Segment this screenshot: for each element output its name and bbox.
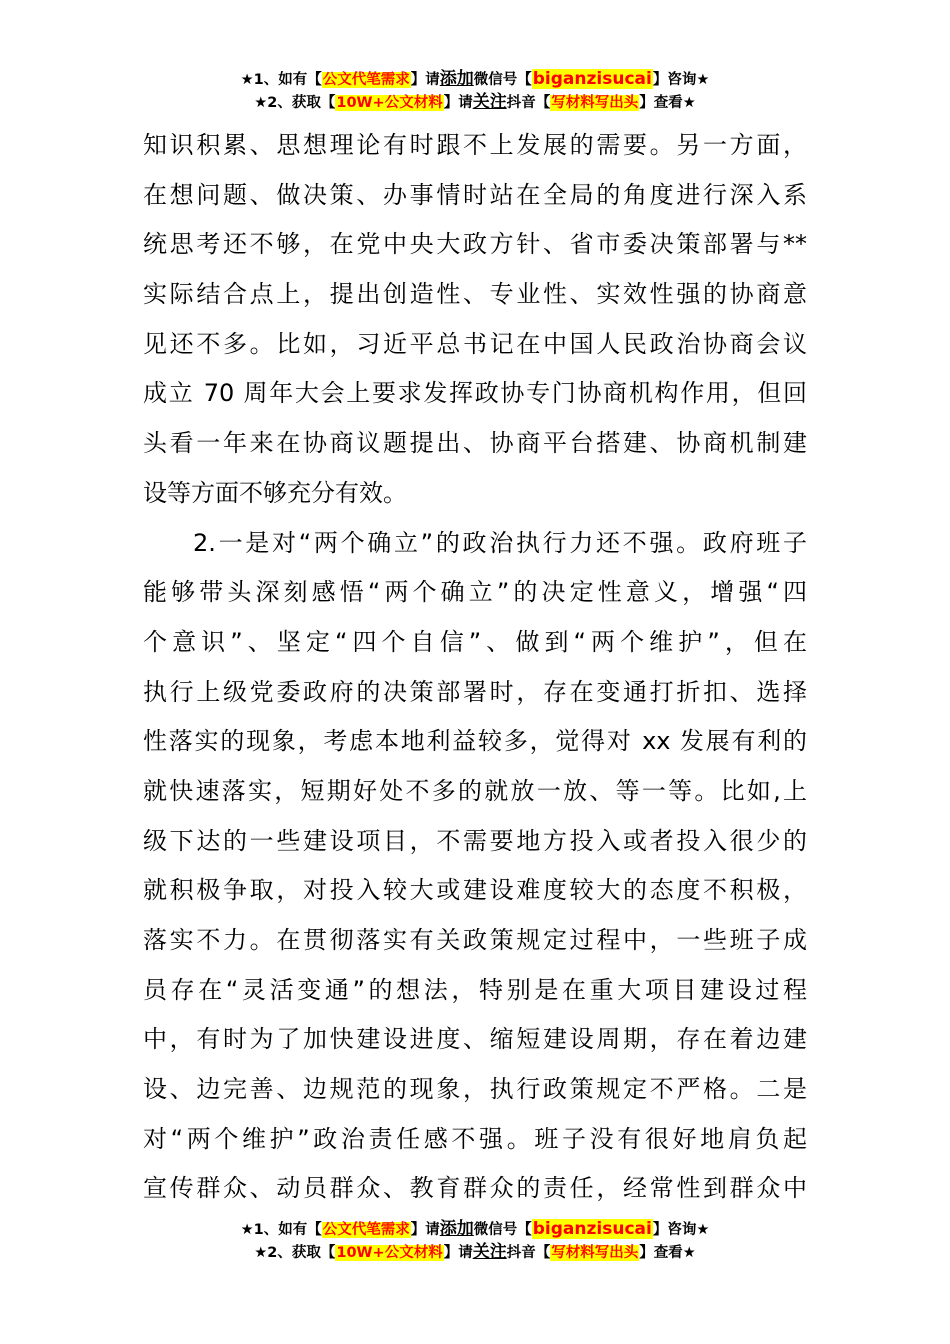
banner-line-2-underlined: 关注	[472, 92, 507, 112]
text-line: 在想问题、做决策、办事情时站在全局的角度进行深入系	[143, 180, 807, 209]
banner-line-1-mid-1: 】请	[410, 72, 440, 88]
text-line: 宣传群众、动员群众、教育群众的责任，经常性到群众中	[143, 1174, 807, 1203]
text-line: 对“两个维护”政治责任感不强。班子没有很好地肩负起	[143, 1124, 807, 1153]
banner-line-2-underlined: 关注	[472, 1242, 507, 1262]
text-line: 头看一年来在协商议题提出、协商平台搭建、协商机制建	[143, 429, 807, 458]
text-line: 实际结合点上，提出创造性、专业性、实效性强的协商意	[143, 280, 807, 309]
banner-line-2-highlight-1: 10W+公文材料	[336, 95, 443, 111]
text-line: 落实不力。在贯彻落实有关政策规定过程中，一些班子成	[143, 926, 807, 954]
banner-line-1-prefix: ★1、如有【	[240, 1222, 322, 1238]
banner-line-1-highlight-2: biganzisucai	[532, 69, 652, 89]
banner-line-2-highlight-2: 写材料写出头	[551, 1245, 639, 1261]
banner-line-1-highlight-1: 公文代笔需求	[322, 72, 410, 88]
banner-line-1-highlight-1: 公文代笔需求	[322, 1222, 410, 1238]
text-line: 就积极争取，对投入较大或建设难度较大的态度不积极，	[143, 876, 807, 905]
banner-line-2-highlight-1: 10W+公文材料	[336, 1245, 443, 1261]
banner-line-1-underlined: 添加	[439, 1219, 474, 1239]
banner-line-1-mid-2: 微信号【	[473, 1222, 532, 1238]
text-line: 级下达的一些建设项目，不需要地方投入或者投入很少的	[143, 826, 807, 855]
banner-line-2-mid-1: 】请	[443, 1245, 473, 1261]
text-line: 统思考还不够，在党中央大政方针、省市委决策部署与**	[143, 230, 807, 259]
text-line: 员存在“灵活变通”的想法，特别是在重大项目建设过程	[143, 975, 807, 1004]
banner-line-2-highlight-2: 写材料写出头	[551, 95, 639, 111]
text-line: 性落实的现象，考虑本地利益较多，觉得对 xx 发展有利的	[143, 727, 807, 756]
text-line: 就快速落实，短期好处不多的就放一放、等一等。比如,上	[143, 776, 807, 805]
document-body	[143, 121, 807, 1214]
footer-banner	[0, 1218, 950, 1264]
banner-line-1-mid-2: 微信号【	[473, 72, 532, 88]
banner-line-2	[0, 91, 950, 114]
banner-line-1-prefix: ★1、如有【	[240, 72, 322, 88]
banner-line-1	[0, 1218, 950, 1241]
text-line: 设、边完善、边规范的现象，执行政策规定不严格。二是	[143, 1075, 807, 1104]
banner-line-1-highlight-2: biganzisucai	[532, 1219, 652, 1239]
banner-line-2-mid-2: 抖音【	[506, 95, 551, 111]
banner-line-2	[0, 1241, 950, 1264]
text-line: 见还不多。比如，习近平总书记在中国人民政治协商会议	[143, 329, 807, 358]
banner-line-1-suffix: 】咨询★	[652, 1222, 710, 1238]
text-line: 个意识”、坚定“四个自信”、做到“两个维护”，但在	[143, 627, 807, 656]
banner-line-2-suffix: 】查看★	[639, 95, 696, 111]
banner-line-2-prefix: ★2、获取【	[254, 95, 336, 111]
paragraph-start-line: 2.一是对“两个确立”的政治执行力还不强。政府班子	[193, 528, 807, 557]
banner-line-2-suffix: 】查看★	[639, 1245, 696, 1261]
text-line: 执行上级党委政府的决策部署时，存在变通打折扣、选择	[143, 677, 807, 706]
text-line: 成立 70 周年大会上要求发挥政协专门协商机构作用，但回	[143, 379, 807, 408]
banner-line-1-underlined: 添加	[439, 69, 474, 89]
text-line: 设等方面不够充分有效。	[143, 478, 407, 507]
text-line: 知识积累、思想理论有时跟不上发展的需要。另一方面，	[143, 131, 807, 159]
text-line: 中，有时为了加快建设进度、缩短建设周期，存在着边建	[143, 1025, 807, 1054]
banner-line-2-prefix: ★2、获取【	[254, 1245, 336, 1261]
text-line: 能够带头深刻感悟“两个确立”的决定性意义，增强“四	[143, 578, 807, 607]
banner-line-1-suffix: 】咨询★	[652, 72, 710, 88]
header-banner	[0, 68, 950, 114]
banner-line-2-mid-1: 】请	[443, 95, 473, 111]
banner-line-2-mid-2: 抖音【	[506, 1245, 551, 1261]
banner-line-1	[0, 68, 950, 91]
banner-line-1-mid-1: 】请	[410, 1222, 440, 1238]
